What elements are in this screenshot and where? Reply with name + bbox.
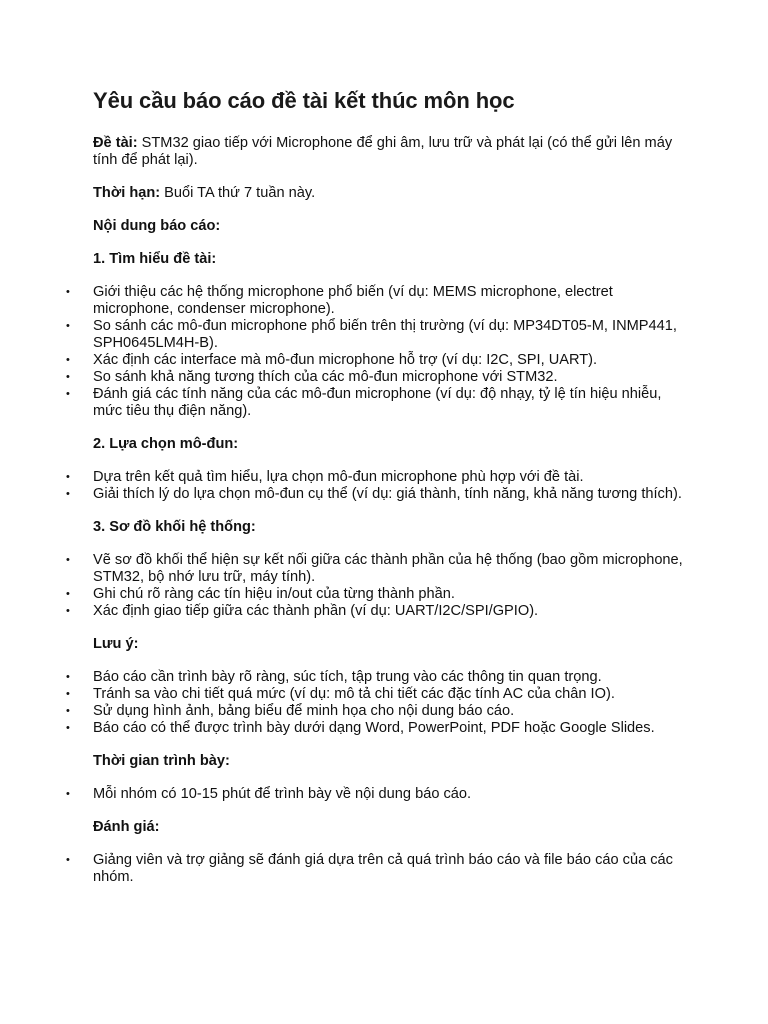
bullet-icon: • bbox=[66, 371, 70, 383]
bullet-icon: • bbox=[66, 722, 70, 734]
deadline-text: Buổi TA thứ 7 tuần này. bbox=[160, 185, 316, 201]
section-heading-presentation-time: Thời gian trình bày: bbox=[93, 753, 230, 769]
section-heading-module-selection: 2. Lựa chọn mô-đun: bbox=[93, 436, 239, 452]
list-item: • Sử dụng hình ảnh, bảng biểu để minh họa cho nội dung báo cáo. bbox=[66, 703, 515, 719]
bullet-icon: • bbox=[66, 388, 70, 400]
section-list-block-diagram bbox=[66, 552, 693, 620]
list-item: • Báo cáo cần trình bày rõ ràng, súc tích, tập trung vào các thông tin quan trọng. bbox=[66, 669, 602, 685]
bullet-icon: • bbox=[66, 554, 70, 566]
list-item: • Mỗi nhóm có 10-15 phút để trình bày về nội dung báo cáo. bbox=[66, 786, 472, 802]
deadline-paragraph bbox=[93, 185, 693, 202]
list-item: • Xác định các interface mà mô-đun microphone hỗ trợ (ví dụ: I2C, SPI, UART). bbox=[66, 352, 598, 368]
section-list-module-selection bbox=[66, 469, 693, 503]
bullet-icon: • bbox=[66, 688, 70, 700]
bullet-icon: • bbox=[66, 286, 70, 298]
list-item: • Đánh giá các tính năng của các mô-đun microphone (ví dụ: độ nhạy, tỷ lệ tín hiệu nhiễu, mức tiêu thụ điện năng). bbox=[66, 386, 662, 419]
list-item: • Dựa trên kết quả tìm hiểu, lựa chọn mô-đun microphone phù hợp với đề tài. bbox=[66, 469, 584, 485]
topic-paragraph bbox=[93, 135, 693, 169]
section-list-presentation-time bbox=[66, 786, 693, 803]
deadline-label: Thời hạn: bbox=[93, 185, 161, 201]
bullet-icon: • bbox=[66, 488, 70, 500]
list-item: • So sánh các mô-đun microphone phổ biến trên thị trường (ví dụ: MP34DT05-M, INMP441, SPH0645LM4H-B). bbox=[66, 318, 677, 351]
bullet-icon: • bbox=[66, 788, 70, 800]
bullet-icon: • bbox=[66, 705, 70, 717]
bullet-icon: • bbox=[66, 471, 70, 483]
bullet-icon: • bbox=[66, 320, 70, 332]
section-heading-notes: Lưu ý: bbox=[93, 636, 139, 652]
section-heading-evaluation: Đánh giá: bbox=[93, 819, 160, 835]
document-page bbox=[66, 86, 693, 902]
bullet-icon: • bbox=[66, 854, 70, 866]
bullet-icon: • bbox=[66, 671, 70, 683]
section-list-research bbox=[66, 284, 693, 420]
list-item: • Giảng viên và trợ giảng sẽ đánh giá dựa trên cả quá trình báo cáo và file báo cáo của các nhóm. bbox=[66, 852, 673, 885]
section-heading-block-diagram: 3. Sơ đồ khối hệ thống: bbox=[93, 519, 256, 535]
report-content-heading: Nội dung báo cáo: bbox=[93, 218, 221, 234]
bullet-icon: • bbox=[66, 605, 70, 617]
list-item: • Báo cáo có thể được trình bày dưới dạng Word, PowerPoint, PDF hoặc Google Slides. bbox=[66, 720, 655, 736]
bullet-icon: • bbox=[66, 588, 70, 600]
section-heading-research: 1. Tìm hiểu đề tài: bbox=[93, 251, 217, 267]
bullet-icon: • bbox=[66, 354, 70, 366]
list-item: • Vẽ sơ đồ khối thể hiện sự kết nối giữa các thành phần của hệ thống (bao gồm microphone, STM32, bộ nhớ lưu trữ, máy tính). bbox=[66, 552, 683, 585]
list-item: • Xác định giao tiếp giữa các thành phần (ví dụ: UART/I2C/SPI/GPIO). bbox=[66, 603, 539, 619]
document-title: Yêu cầu báo cáo đề tài kết thúc môn học bbox=[93, 88, 515, 113]
section-list-notes bbox=[66, 669, 693, 737]
list-item: • Giới thiệu các hệ thống microphone phổ biến (ví dụ: MEMS microphone, electret microphone, condenser microphone). bbox=[66, 284, 613, 317]
topic-text: STM32 giao tiếp với Microphone để ghi âm, lưu trữ và phát lại (có thể gửi lên máy tính để phát lại). bbox=[93, 135, 673, 168]
list-item: • Ghi chú rõ ràng các tín hiệu in/out của từng thành phần. bbox=[66, 586, 455, 602]
list-item: • Tránh sa vào chi tiết quá mức (ví dụ: mô tả chi tiết các đặc tính AC của chân IO). bbox=[66, 686, 615, 702]
list-item: • So sánh khả năng tương thích của các mô-đun microphone với STM32. bbox=[66, 369, 558, 385]
list-item: • Giải thích lý do lựa chọn mô-đun cụ thể (ví dụ: giá thành, tính năng, khả năng tương thích). bbox=[66, 486, 682, 502]
section-list-evaluation bbox=[66, 852, 693, 886]
topic-label: Đề tài: bbox=[93, 135, 138, 151]
